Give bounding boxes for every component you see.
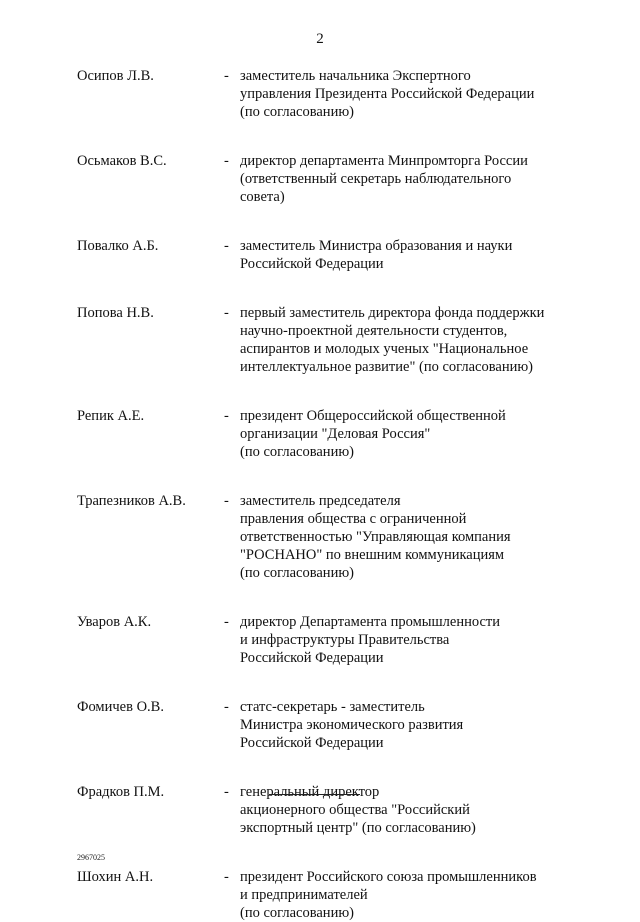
member-position: [240, 698, 580, 752]
position-line: и инфраструктуры Правительства: [240, 632, 450, 648]
member-entry: [0, 492, 640, 582]
member-position: [240, 67, 580, 121]
position-line: директор департамента Минпромторга России: [240, 153, 528, 169]
document-code: 2967025: [77, 853, 105, 862]
position-line: совета): [240, 189, 285, 205]
position-line: директор Департамента промышленности: [240, 614, 501, 630]
member-name: Репик А.Е.: [77, 408, 145, 424]
dash-separator: -: [224, 408, 229, 424]
dash-separator: -: [224, 493, 229, 509]
position-line: ответственностью "Управляющая компания: [240, 529, 511, 545]
position-line: и предпринимателей: [240, 887, 368, 903]
position-line: организации "Деловая Россия": [240, 426, 431, 442]
member-position: [240, 152, 580, 206]
position-line: научно-проектной деятельности студентов,: [240, 323, 508, 339]
position-line: Министра экономического развития: [240, 717, 464, 733]
member-name: Трапезников А.В.: [77, 493, 186, 509]
member-position: [240, 613, 580, 667]
member-entry: [0, 152, 640, 206]
member-entry: [0, 698, 640, 752]
member-position: [240, 237, 580, 273]
member-name: Уваров А.К.: [77, 614, 152, 630]
position-line: заместитель начальника Экспертного: [240, 68, 471, 84]
position-line: (по согласованию): [240, 444, 354, 460]
position-line: аспирантов и молодых ученых "Национальное: [240, 341, 529, 357]
end-of-list-rule: [269, 794, 360, 795]
position-line: (по согласованию): [240, 104, 354, 120]
position-line: интеллектуальное развитие" (по согласованию): [240, 359, 534, 375]
member-name: Повалко А.Б.: [77, 238, 159, 254]
position-line: (ответственный секретарь наблюдательного: [240, 171, 512, 187]
position-line: акционерного общества "Российский: [240, 802, 470, 818]
member-entry: [0, 613, 640, 667]
position-line: генеральный директор: [240, 784, 380, 800]
member-entry: [0, 237, 640, 273]
position-line: президент Общероссийской общественной: [240, 408, 506, 424]
position-line: Российской Федерации: [240, 735, 384, 751]
member-entry: [0, 783, 640, 837]
position-line: Российской Федерации: [240, 650, 384, 666]
page-number: 2: [316, 31, 324, 47]
dash-separator: -: [224, 869, 229, 885]
position-line: (по согласованию): [240, 905, 354, 921]
member-position: [240, 492, 580, 582]
position-line: статс-секретарь - заместитель: [240, 699, 425, 715]
member-position: [240, 868, 580, 922]
member-entry: [0, 868, 640, 922]
member-position: [240, 407, 580, 461]
member-name: Осьмаков В.С.: [77, 153, 167, 169]
position-line: (по согласованию): [240, 565, 354, 581]
member-name: Фомичев О.В.: [77, 699, 164, 715]
position-line: заместитель Министра образования и науки: [240, 238, 513, 254]
member-name: Фрадков П.М.: [77, 784, 165, 800]
position-line: Российской Федерации: [240, 256, 384, 272]
dash-separator: -: [224, 614, 229, 630]
member-name: Осипов Л.В.: [77, 68, 154, 84]
dash-separator: -: [224, 784, 229, 800]
member-position: [240, 304, 580, 376]
position-line: президент Российского союза промышленников: [240, 869, 537, 885]
member-name: Попова Н.В.: [77, 305, 154, 321]
position-line: правления общества с ограниченной: [240, 511, 467, 527]
dash-separator: -: [224, 305, 229, 321]
member-entry: [0, 407, 640, 461]
member-position: [240, 783, 580, 837]
dash-separator: -: [224, 153, 229, 169]
member-entry: [0, 67, 640, 121]
position-line: заместитель председателя: [240, 493, 401, 509]
dash-separator: -: [224, 699, 229, 715]
position-line: экспортный центр" (по согласованию): [240, 820, 476, 836]
position-line: "РОСНАНО" по внешним коммуникациям: [240, 547, 505, 563]
position-line: управления Президента Российской Федерации: [240, 86, 535, 102]
member-name: Шохин А.Н.: [77, 869, 154, 885]
dash-separator: -: [224, 68, 229, 84]
dash-separator: -: [224, 238, 229, 254]
position-line: первый заместитель директора фонда поддержки: [240, 305, 545, 321]
member-entry: [0, 304, 640, 376]
